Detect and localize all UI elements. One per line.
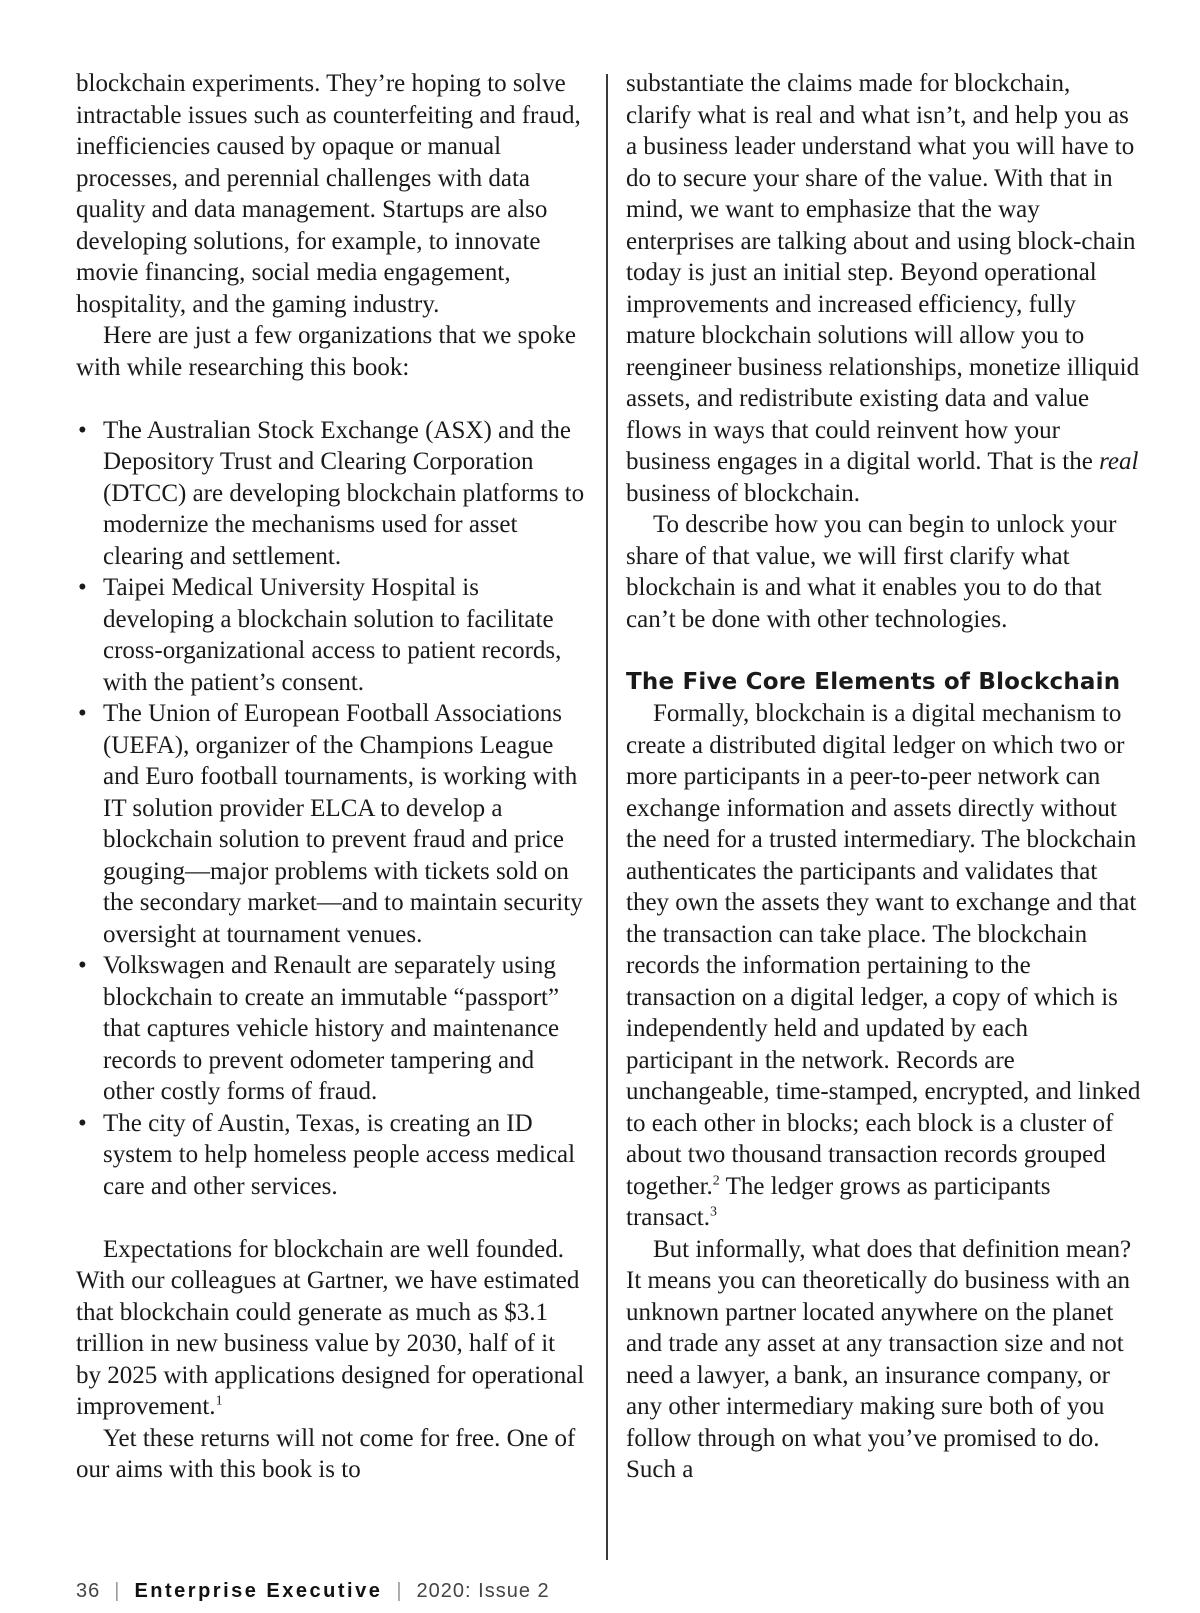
ledger-grows-text: The ledger grows as participants transact. [626, 1172, 1051, 1231]
spacer [76, 1202, 586, 1234]
footnote-marker-1: 1 [215, 1393, 223, 1409]
list-item: • The city of Austin, Texas, is creating an ID system to help homeless people access medical care and other services. [76, 1108, 586, 1203]
publication-name: Enterprise Executive [134, 1580, 383, 1602]
informal-paragraph: But informally, what does that definition mean? It means you can theoretically do business with an unknown partner located anywhere on the planet and trade any asset at any transaction size and not need a lawyer, a bank, an insurance company, or any other intermediary making sure both of you follow through on what you’ve promised to do. Such a [626, 1235, 1132, 1483]
expectations-text: Expectations for blockchain are well founded. With our colleagues at Gartner, we have estimated that blockchain could generate as much as $3.1 trillion in new business value by 2030, half of it by 2025 with applications designed for operational improvement. [76, 1235, 585, 1420]
formal-definition-text: Formally, blockchain is a digital mechanism to create a distributed digital ledger on which two or more participants in a peer-to-peer network can exchange information and assets directly without the need for a trusted intermediary. The blockchain authenticates the participants and validates that they own the assets they want to exchange and that the transaction can take place. The blockchain records the information pertaining to the transaction on a digital ledger, a copy of which is independently held and updated by each participant in the network. Records are unchangeable, time-stamped, encrypted, and linked to each other in blocks; each block is a cluster of about two thousand transaction records grouped together. [626, 700, 1141, 1200]
describe-paragraph: To describe how you can begin to unlock your share of that value, we will first clarify what blockchain is and what it enables you to do that can’t be done with other technologies. [626, 511, 1117, 633]
list-item: • Volkswagen and Renault are separately using blockchain to create an immutable “passport” that captures vehicle history and maintenance records to prevent odometer tampering and other costly forms of fraud. [76, 950, 586, 1108]
footer-separator: | [114, 1580, 121, 1602]
real-emphasis: real [1099, 448, 1139, 475]
organizations-list [76, 415, 586, 1203]
spacer [76, 383, 586, 415]
list-item: • Taipei Medical University Hospital is developing a blockchain solution to facilitate cross-organizational access to patient records, with the patient’s consent. [76, 572, 586, 698]
real-business-pre: That is the [987, 448, 1100, 475]
footer-separator: | [396, 1580, 403, 1602]
continued-text: substantiate the claims made for blockchain, clarify what is real and what isn’t, and help you as a business leader understand what you will have to do to secure your share of the value. With that in mind, we want to emphasize that the way enterprises are talking about and using block-chain today is just an initial step. Beyond operational improvements and increased efficiency, fully mature blockchain solutions will allow you to reengineer business relationships, monetize illiquid assets, and redistribute existing data and value flows in ways that could reinvent how your business engages in a digital world. [626, 70, 1140, 475]
left-column [76, 68, 586, 1486]
section-heading: The Five Core Elements of Blockchain [626, 668, 1121, 695]
column-divider [606, 74, 608, 1560]
returns-paragraph: Yet these returns will not come for free. One of our aims with this book is to [76, 1424, 576, 1483]
page-footer [76, 1580, 550, 1603]
expectations-paragraph [76, 1234, 586, 1423]
formal-definition-paragraph [626, 698, 1141, 1234]
footnote-marker-3: 3 [709, 1204, 717, 1220]
issue-label: 2020: Issue 2 [416, 1580, 550, 1602]
real-business-post: business of blockchain. [626, 479, 860, 507]
footnote-marker-2: 2 [712, 1173, 720, 1189]
page-number: 36 [76, 1580, 101, 1602]
continued-paragraph [626, 68, 1141, 509]
spacer [626, 635, 1141, 667]
list-intro-paragraph: Here are just a few organizations that we spoke with while researching this book: [76, 322, 576, 381]
right-column [626, 68, 1141, 1486]
intro-paragraph: blockchain experiments. They’re hoping to solve intractable issues such as counterfeiting and fraud, inefficiencies caused by opaque or manual processes, and perennial challenges with data quality and data management. Startups are also developing solutions, for example, to innovate movie financing, social media engagement, hospitality, and the gaming industry. [76, 70, 581, 318]
list-item: • The Australian Stock Exchange (ASX) and the Depository Trust and Clearing Corporation (DTCC) are developing blockchain platforms to modernize the mechanisms used for asset clearing and settlement. [76, 415, 586, 573]
list-item: • The Union of European Football Associations (UEFA), organizer of the Champions League and Euro football tournaments, is working with IT solution provider ELCA to develop a blockchain solution to prevent fraud and price gouging—major problems with tickets sold on the secondary market—and to maintain security oversight at tournament venues. [76, 698, 586, 950]
